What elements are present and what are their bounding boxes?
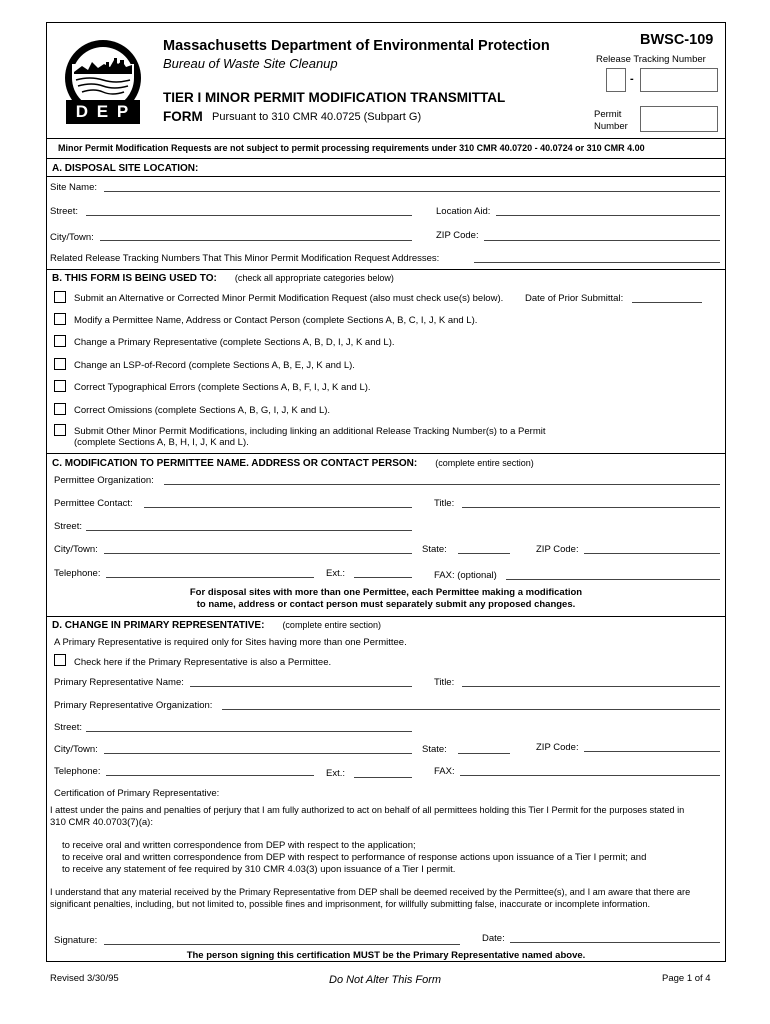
divider	[46, 453, 726, 454]
permit-label-2: Number	[594, 121, 628, 132]
section-d-title	[52, 620, 381, 631]
permittee-state-label: State:	[422, 544, 447, 555]
divider	[46, 158, 726, 159]
notice-text: Minor Permit Modification Requests are not subject to permit processing requirements under 310 CMR 40.0720 - 40.0724 or 310 CMR 4.00	[58, 143, 645, 153]
rep-telephone-field[interactable]	[106, 775, 314, 776]
permittee-ext-label: Ext.:	[326, 568, 346, 579]
option-rep-is-permittee: Check here if the Primary Representative is also a Permittee.	[74, 657, 332, 668]
divider	[46, 616, 726, 617]
permittee-title-label: Title:	[434, 498, 455, 509]
attest-line-1: I attest under the pains and penalties of perjury that I am fully authorized to act on behalf of all permittees holding this Tier I Permit for the purposes stated in	[50, 805, 685, 815]
rep-city-field[interactable]	[104, 753, 412, 754]
permittee-title-field[interactable]	[462, 507, 720, 508]
rep-name-label: Primary Representative Name:	[54, 677, 184, 688]
permittee-city-field[interactable]	[104, 553, 412, 554]
permittee-fax-label: FAX: (optional)	[434, 570, 497, 581]
permittee-fax-field[interactable]	[506, 579, 720, 580]
signature-field[interactable]	[104, 944, 460, 945]
checkbox-alternative-request[interactable]	[54, 291, 66, 303]
section-c-title	[52, 458, 534, 469]
checkbox-modify-permittee[interactable]	[54, 313, 66, 325]
rtn-label: Release Tracking Number	[596, 54, 706, 65]
divider	[46, 176, 726, 177]
checkbox-other-modifications[interactable]	[54, 424, 66, 436]
attest-line-2: 310 CMR 40.0703(7)(a):	[50, 817, 153, 828]
permittee-telephone-label: Telephone:	[54, 568, 101, 579]
permittee-street-label: Street:	[54, 521, 82, 532]
bullet-2: to receive oral and written correspondence from DEP with respect to performance of response actions upon issuance of a Tier I permit; and	[62, 852, 647, 863]
checkbox-rep-is-permittee[interactable]	[54, 654, 66, 666]
section-d-title-text: D. CHANGE IN PRIMARY REPRESENTATIVE:	[52, 620, 265, 631]
section-c-title-text: C. MODIFICATION TO PERMITTEE NAME. ADDRESS OR CONTACT PERSON:	[52, 458, 418, 469]
related-rtn-field[interactable]	[474, 262, 720, 263]
site-name-label: Site Name:	[50, 182, 97, 193]
date-prior-label: Date of Prior Submittal:	[525, 293, 624, 304]
page-number: Page 1 of 4	[662, 973, 711, 984]
permittee-zip-label: ZIP Code:	[536, 544, 579, 555]
rep-state-field[interactable]	[458, 753, 510, 754]
permittee-state-field[interactable]	[458, 553, 510, 554]
must-sign-note: The person signing this certification MUST be the Primary Representative named above.	[186, 950, 586, 961]
zip-label: ZIP Code:	[436, 230, 479, 241]
checkbox-change-primary-rep[interactable]	[54, 335, 66, 347]
date-field[interactable]	[510, 942, 720, 943]
rtn-box-1[interactable]	[606, 68, 626, 92]
divider	[46, 138, 726, 139]
rep-street-field[interactable]	[86, 731, 412, 732]
zip-field[interactable]	[484, 240, 720, 241]
rep-name-field[interactable]	[190, 686, 412, 687]
option-change-primary-rep: Change a Primary Representative (complete Sections A, B, D, I, J, K and L).	[74, 337, 395, 348]
related-rtn-label: Related Release Tracking Numbers That This Minor Permit Modification Request Addresses:	[50, 253, 440, 264]
rep-zip-label: ZIP Code:	[536, 742, 579, 753]
form-title-line2: FORM	[163, 109, 203, 124]
site-name-field[interactable]	[104, 191, 720, 192]
permit-number-box[interactable]	[640, 106, 718, 132]
bureau-name: Bureau of Waste Site Cleanup	[163, 56, 338, 71]
rep-fax-label: FAX:	[434, 766, 455, 777]
permittee-ext-field[interactable]	[354, 577, 412, 578]
option-other-modifications: Submit Other Minor Permit Modifications, including linking an additional Release Tracking Number(s) to a Permit	[74, 426, 546, 437]
rep-zip-field[interactable]	[584, 751, 720, 752]
rep-org-field[interactable]	[222, 709, 720, 710]
pursuant-text: Pursuant to 310 CMR 40.0725 (Subpart G)	[212, 111, 422, 123]
option-alternative-request: Submit an Alternative or Corrected Minor Permit Modification Request (also must check use(s) below).	[74, 293, 504, 304]
location-aid-field[interactable]	[496, 215, 720, 216]
rep-org-label: Primary Representative Organization:	[54, 700, 213, 711]
rep-telephone-label: Telephone:	[54, 766, 101, 777]
understand-line-2: significant penalties, including, but not limited to, possible fines and imprisonment, for willfully submitting false, inaccurate or incomplete information.	[50, 899, 651, 909]
street-label: Street:	[50, 206, 78, 217]
cert-heading: Certification of Primary Representative:	[54, 788, 220, 799]
street-field[interactable]	[86, 215, 412, 216]
rep-state-label: State:	[422, 744, 447, 755]
rep-fax-field[interactable]	[460, 775, 720, 776]
agency-name: Massachusetts Department of Environmental Protection	[163, 38, 550, 54]
rep-city-label: City/Town:	[54, 744, 98, 755]
option-omissions: Correct Omissions (complete Sections A, B, G, I, J, K and L).	[74, 405, 331, 416]
permittee-org-field[interactable]	[164, 484, 720, 485]
revised-date: Revised 3/30/95	[50, 973, 119, 984]
rep-title-label: Title:	[434, 677, 455, 688]
permittee-contact-field[interactable]	[144, 507, 412, 508]
permittee-org-label: Permittee Organization:	[54, 475, 154, 486]
date-prior-field[interactable]	[632, 302, 702, 303]
section-c-note: (complete entire section)	[435, 458, 534, 468]
permittee-telephone-field[interactable]	[106, 577, 314, 578]
option-change-lsp: Change an LSP-of-Record (complete Sections A, B, E, J, K and L).	[74, 360, 355, 371]
form-id: BWSC-109	[640, 32, 714, 48]
permittee-contact-label: Permittee Contact:	[54, 498, 133, 509]
section-d-note: (complete entire section)	[282, 620, 381, 630]
dep-logo	[62, 34, 144, 128]
location-aid-label: Location Aid:	[436, 206, 491, 217]
permittee-zip-field[interactable]	[584, 553, 720, 554]
multi-permittee-note-2: to name, address or contact person must separately submit any proposed changes.	[196, 599, 576, 610]
section-a-title	[52, 163, 198, 174]
rep-ext-field[interactable]	[354, 777, 412, 778]
date-label: Date:	[482, 933, 505, 944]
rtn-box-2[interactable]	[640, 68, 718, 92]
section-a-title-text: A. DISPOSAL SITE LOCATION:	[52, 163, 199, 174]
bullet-1: to receive oral and written correspondence from DEP with respect to the application;	[62, 840, 416, 851]
section-b-title-text: B. THIS FORM IS BEING USED TO:	[52, 273, 217, 284]
checkbox-omissions[interactable]	[54, 403, 66, 415]
logo-text: D E P	[75, 102, 131, 121]
signature-label: Signature:	[54, 935, 98, 946]
rep-ext-label: Ext.:	[326, 768, 346, 779]
checkbox-change-lsp[interactable]	[54, 358, 66, 370]
divider	[46, 269, 726, 270]
checkbox-typographical[interactable]	[54, 380, 66, 392]
permittee-city-label: City/Town:	[54, 544, 98, 555]
rep-street-label: Street:	[54, 722, 82, 733]
city-town-label: City/Town:	[50, 232, 94, 243]
rep-title-field[interactable]	[462, 686, 720, 687]
permittee-street-field[interactable]	[86, 530, 412, 531]
section-b-note: (check all appropriate categories below)	[234, 273, 394, 283]
rtn-dash: -	[630, 73, 634, 85]
option-modify-permittee: Modify a Permittee Name, Address or Contact Person (complete Sections A, B, C, I, J, K and L).	[74, 315, 478, 326]
understand-line-1: I understand that any material received by the Primary Representative from DEP shall be deemed received by the Permittee(s), and I am aware that there are	[50, 887, 691, 897]
city-town-field[interactable]	[100, 240, 412, 241]
option-typographical: Correct Typographical Errors (complete Sections A, B, F, I, J, K and L).	[74, 382, 371, 393]
permit-label-1: Permit	[594, 109, 622, 120]
do-not-alter: Do Not Alter This Form	[329, 974, 442, 986]
form-title-line1: TIER I MINOR PERMIT MODIFICATION TRANSMITTAL	[163, 90, 506, 105]
section-b-title	[52, 273, 394, 284]
option-other-modifications-cont: (complete Sections A, B, H, I, J, K and L).	[74, 437, 249, 448]
bullet-3: to receive any statement of fee required by 310 CMR 4.03(3) upon issuance of a Tier I permit.	[62, 864, 456, 875]
primary-rep-intro: A Primary Representative is required only for Sites having more than one Permittee.	[54, 637, 407, 648]
multi-permittee-note-1: For disposal sites with more than one Permittee, each Permittee making a modification	[189, 587, 583, 598]
